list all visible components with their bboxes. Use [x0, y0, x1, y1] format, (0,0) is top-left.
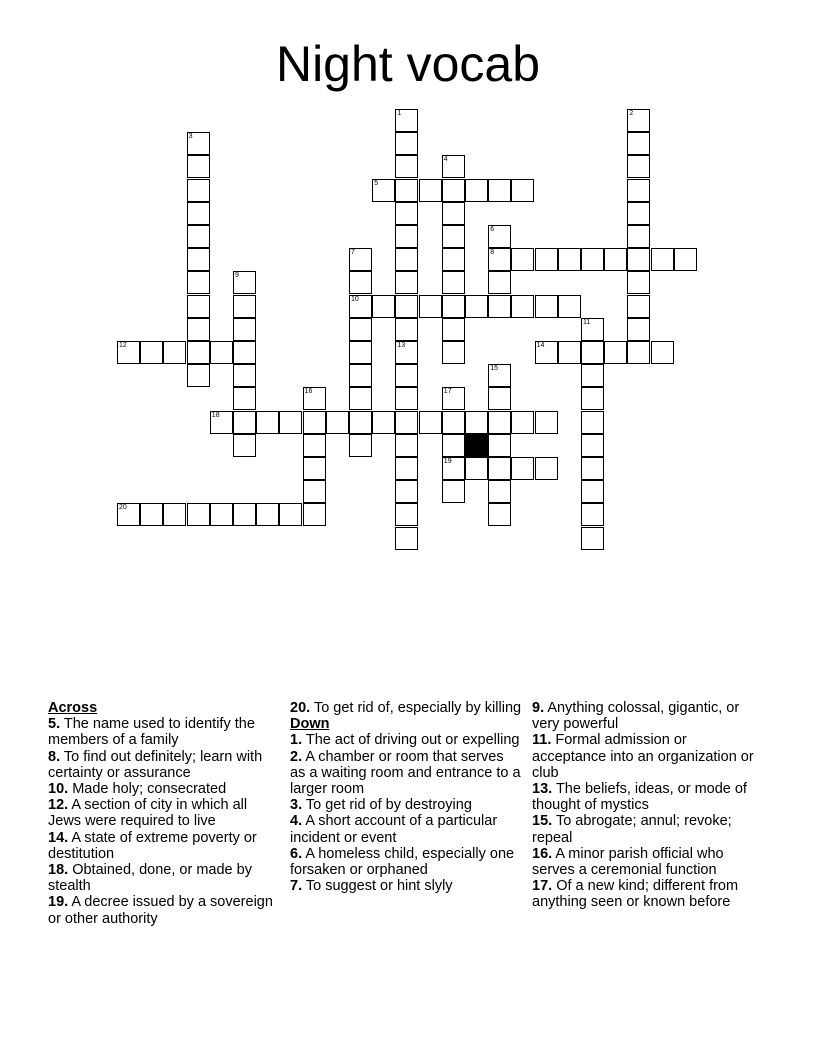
- crossword-cell[interactable]: [488, 480, 511, 503]
- crossword-cell[interactable]: [372, 295, 395, 318]
- crossword-cell[interactable]: [395, 271, 418, 294]
- crossword-cell[interactable]: [233, 387, 256, 410]
- crossword-cell[interactable]: [535, 457, 558, 480]
- crossword-cell[interactable]: [140, 503, 163, 526]
- crossword-cell[interactable]: [488, 503, 511, 526]
- crossword-cell[interactable]: [511, 179, 534, 202]
- crossword-cell[interactable]: [651, 248, 674, 271]
- clue-item: 12. A section of city in which all Jews were required to live: [48, 797, 248, 830]
- crossword-cell[interactable]: [488, 248, 511, 271]
- crossword-cell[interactable]: [395, 480, 418, 503]
- crossword-cell[interactable]: [395, 155, 418, 178]
- crossword-cell[interactable]: [187, 202, 210, 225]
- crossword-cell[interactable]: [442, 341, 465, 364]
- crossword-cell[interactable]: [488, 295, 511, 318]
- crossword-cell[interactable]: [442, 411, 465, 434]
- crossword-cell[interactable]: [442, 179, 465, 202]
- crossword-cell[interactable]: [326, 411, 349, 434]
- crossword-cell[interactable]: [442, 387, 465, 410]
- crossword-cell[interactable]: [442, 271, 465, 294]
- crossword-cell[interactable]: [651, 341, 674, 364]
- crossword-cell[interactable]: [187, 318, 210, 341]
- clue-number: 9: [235, 272, 239, 280]
- crossword-cell[interactable]: [140, 341, 163, 364]
- crossword-cell[interactable]: [233, 295, 256, 318]
- crossword-cell[interactable]: [303, 457, 326, 480]
- crossword-cell[interactable]: [233, 503, 256, 526]
- clue-item: 9. Anything colossal, gigantic, or very powerful: [532, 700, 740, 733]
- clue-number: 16: [304, 388, 313, 396]
- clue-item: 11. Formal admission or acceptance into an organization or club: [532, 732, 754, 781]
- clues-column-1: [48, 700, 280, 927]
- crossword-cell[interactable]: [187, 364, 210, 387]
- crossword-cell[interactable]: [604, 248, 627, 271]
- crossword-cell[interactable]: [465, 411, 488, 434]
- crossword-cell[interactable]: [581, 457, 604, 480]
- clue-item: 19. A decree issued by a sovereign or other authority: [48, 894, 273, 927]
- clue-number: 11: [583, 318, 591, 326]
- clue-number: 5: [374, 179, 379, 187]
- crossword-cell[interactable]: [233, 318, 256, 341]
- crossword-cell[interactable]: [117, 503, 140, 526]
- crossword-cell[interactable]: [349, 248, 372, 271]
- crossword-cell[interactable]: [488, 411, 511, 434]
- crossword-cell[interactable]: [558, 248, 581, 271]
- crossword-cell[interactable]: [627, 248, 650, 271]
- crossword-cell[interactable]: [581, 364, 604, 387]
- crossword-cell[interactable]: [627, 109, 650, 132]
- clues-column-3: [532, 700, 764, 911]
- crossword-cell[interactable]: [349, 341, 372, 364]
- crossword-cell[interactable]: [395, 225, 418, 248]
- crossword-cell[interactable]: [395, 364, 418, 387]
- clue-number: 8: [490, 249, 495, 257]
- clue-item: 17. Of a new kind; different from anything seen or known before: [532, 878, 739, 911]
- crossword-cell[interactable]: [303, 480, 326, 503]
- crossword-cell[interactable]: [488, 387, 511, 410]
- crossword-cell[interactable]: [349, 387, 372, 410]
- crossword-cell[interactable]: [395, 387, 418, 410]
- crossword-cell[interactable]: [465, 295, 488, 318]
- clue-item: 10. Made holy; consecrated: [48, 781, 227, 798]
- crossword-cell[interactable]: [395, 341, 418, 364]
- crossword-cell[interactable]: [419, 411, 442, 434]
- crossword-cell[interactable]: [511, 248, 534, 271]
- clue-number: 12: [119, 342, 127, 349]
- crossword-cell[interactable]: [395, 202, 418, 225]
- crossword-cell[interactable]: [233, 341, 256, 364]
- crossword-cell[interactable]: [187, 132, 210, 155]
- clues-column-2: [290, 700, 522, 894]
- clue-number: 17: [443, 388, 452, 396]
- crossword-cell[interactable]: [187, 155, 210, 178]
- clue-number: 6: [490, 226, 495, 233]
- crossword-cell[interactable]: [627, 202, 650, 225]
- crossword-cell[interactable]: [535, 341, 558, 364]
- crossword-cell[interactable]: [395, 179, 418, 202]
- black-square: [465, 434, 488, 457]
- crossword-cell[interactable]: [465, 179, 488, 202]
- crossword-cell[interactable]: [442, 202, 465, 225]
- crossword-cell[interactable]: [581, 480, 604, 503]
- crossword-cell[interactable]: [303, 411, 326, 434]
- crossword-cell[interactable]: [442, 295, 465, 318]
- crossword-cell[interactable]: [535, 248, 558, 271]
- crossword-cell[interactable]: [395, 132, 418, 155]
- crossword-cell[interactable]: [581, 527, 604, 550]
- crossword-cell[interactable]: [303, 387, 326, 410]
- crossword-cell[interactable]: [581, 341, 604, 364]
- clue-number: 20: [119, 504, 127, 512]
- crossword-cell[interactable]: [256, 411, 279, 434]
- crossword-cell[interactable]: [627, 225, 650, 248]
- crossword-cell[interactable]: [419, 295, 442, 318]
- crossword-cell[interactable]: [395, 295, 418, 318]
- clue-number: 3: [188, 133, 193, 141]
- clue-item: 13. The beliefs, ideas, or mode of thought of mystics: [532, 781, 747, 814]
- crossword-cell[interactable]: [395, 457, 418, 480]
- page-title: Night vocab: [275, 36, 541, 92]
- crossword-cell[interactable]: [442, 318, 465, 341]
- crossword-cell[interactable]: [581, 248, 604, 271]
- crossword-cell[interactable]: [187, 179, 210, 202]
- crossword-cell[interactable]: [604, 341, 627, 364]
- crossword-cell[interactable]: [627, 271, 650, 294]
- crossword-cell[interactable]: [210, 341, 233, 364]
- clue-number: 14: [536, 342, 545, 349]
- clue-item: 2. A chamber or room that serves as a waiting room and entrance to a larger room: [290, 748, 521, 798]
- crossword-cell[interactable]: [395, 109, 418, 132]
- clue-item: 18. Obtained, done, or made by stealth: [48, 862, 252, 895]
- clue-number: 2: [629, 110, 634, 117]
- crossword-cell[interactable]: [187, 503, 210, 526]
- crossword-cell[interactable]: [372, 411, 395, 434]
- clue-item: 8. To find out definitely; learn with certainty or assurance: [48, 748, 263, 781]
- clue-number: 1: [397, 110, 402, 117]
- crossword-cell[interactable]: [511, 457, 534, 480]
- crossword-cell[interactable]: [395, 434, 418, 457]
- crossword-cell[interactable]: [279, 411, 302, 434]
- crossword-cell[interactable]: [442, 457, 465, 480]
- crossword-cell[interactable]: [674, 248, 697, 271]
- crossword-cell[interactable]: [163, 503, 186, 526]
- crossword-cell[interactable]: [349, 318, 372, 341]
- clue-item: 16. A minor parish official who serves a ceremonial function: [532, 845, 724, 879]
- crossword-cell[interactable]: [303, 503, 326, 526]
- crossword-cell[interactable]: [442, 155, 465, 178]
- crossword-cell[interactable]: [187, 295, 210, 318]
- crossword-cell[interactable]: [163, 341, 186, 364]
- crossword-cell[interactable]: [488, 179, 511, 202]
- crossword-cell[interactable]: [233, 271, 256, 294]
- crossword-cell[interactable]: [558, 341, 581, 364]
- crossword-cell[interactable]: [187, 271, 210, 294]
- crossword-cell[interactable]: [210, 411, 233, 434]
- crossword-cell[interactable]: [117, 341, 140, 364]
- clue-number: 18: [211, 411, 220, 419]
- crossword-cell[interactable]: [442, 480, 465, 503]
- crossword-cell[interactable]: [210, 503, 233, 526]
- clue-number: 4: [443, 156, 448, 164]
- crossword-cell[interactable]: [511, 411, 534, 434]
- crossword-cell[interactable]: [627, 318, 650, 341]
- crossword-cell[interactable]: [349, 434, 372, 457]
- clue-item: 4. A short account of a particular incident or event: [290, 813, 498, 846]
- crossword-cell[interactable]: [233, 411, 256, 434]
- clue-item: 3. To get rid of by destroying: [290, 797, 472, 814]
- crossword-cell[interactable]: [279, 503, 302, 526]
- clue-number: 15: [490, 365, 498, 373]
- crossword-cell[interactable]: [442, 434, 465, 457]
- crossword-cell[interactable]: [349, 271, 372, 294]
- crossword-cell[interactable]: [349, 295, 372, 318]
- crossword-cell[interactable]: [187, 248, 210, 271]
- clue-item: 5. The name used to identify the members of a family: [48, 716, 255, 749]
- crossword-cell[interactable]: [303, 434, 326, 457]
- crossword-cell[interactable]: [395, 411, 418, 434]
- crossword-cell[interactable]: [395, 318, 418, 341]
- crossword-cell[interactable]: [581, 434, 604, 457]
- crossword-cell[interactable]: [627, 295, 650, 318]
- crossword-cell[interactable]: [627, 155, 650, 178]
- clue-number: 13: [397, 342, 406, 349]
- crossword-cell[interactable]: [535, 411, 558, 434]
- crossword-cell[interactable]: [627, 179, 650, 202]
- clue-number: 10: [351, 295, 359, 303]
- clue-number: 19: [443, 458, 452, 465]
- crossword-cell[interactable]: [488, 364, 511, 387]
- crossword-cell[interactable]: [627, 132, 650, 155]
- crossword-cell[interactable]: [395, 248, 418, 271]
- crossword-cell[interactable]: [372, 179, 395, 202]
- clue-section-header: Across: [48, 700, 98, 716]
- crossword-cell[interactable]: [442, 225, 465, 248]
- crossword-cell[interactable]: [488, 457, 511, 480]
- crossword-cell[interactable]: [349, 364, 372, 387]
- crossword-cell[interactable]: [233, 434, 256, 457]
- crossword-cell[interactable]: [511, 295, 534, 318]
- crossword-cell[interactable]: [419, 179, 442, 202]
- crossword-cell[interactable]: [627, 341, 650, 364]
- clue-item: 7. To suggest or hint slyly: [290, 878, 453, 895]
- crossword-cell[interactable]: [465, 457, 488, 480]
- crossword-cell[interactable]: [488, 434, 511, 457]
- crossword-cell[interactable]: [558, 295, 581, 318]
- crossword-cell[interactable]: [256, 503, 279, 526]
- crossword-cell[interactable]: [535, 295, 558, 318]
- clue-item: 6. A homeless child, especially one forsaken or orphaned: [290, 845, 515, 879]
- clue-item: 20. To get rid of, especially by killing: [290, 700, 522, 716]
- clue-item: 15. To abrogate; annul; revoke; repeal: [532, 813, 732, 846]
- clue-item: 14. A state of extreme poverty or destitution: [48, 829, 257, 862]
- crossword-cell[interactable]: [233, 364, 256, 387]
- clue-item: 1. The act of driving out or expelling: [290, 732, 520, 749]
- crossword-cell[interactable]: [581, 318, 604, 341]
- crossword-cell[interactable]: [488, 225, 511, 248]
- clue-number: 7: [351, 249, 355, 257]
- crossword-cell[interactable]: [581, 411, 604, 434]
- crossword-cell[interactable]: [442, 248, 465, 271]
- crossword-cell[interactable]: [581, 503, 604, 526]
- crossword-cell[interactable]: [187, 225, 210, 248]
- crossword-cell[interactable]: [488, 271, 511, 294]
- crossword-cell[interactable]: [187, 341, 210, 364]
- crossword-cell[interactable]: [349, 411, 372, 434]
- crossword-cell[interactable]: [395, 527, 418, 550]
- crossword-cell[interactable]: [395, 503, 418, 526]
- crossword-cell[interactable]: [581, 387, 604, 410]
- clue-section-header: Down: [290, 716, 330, 733]
